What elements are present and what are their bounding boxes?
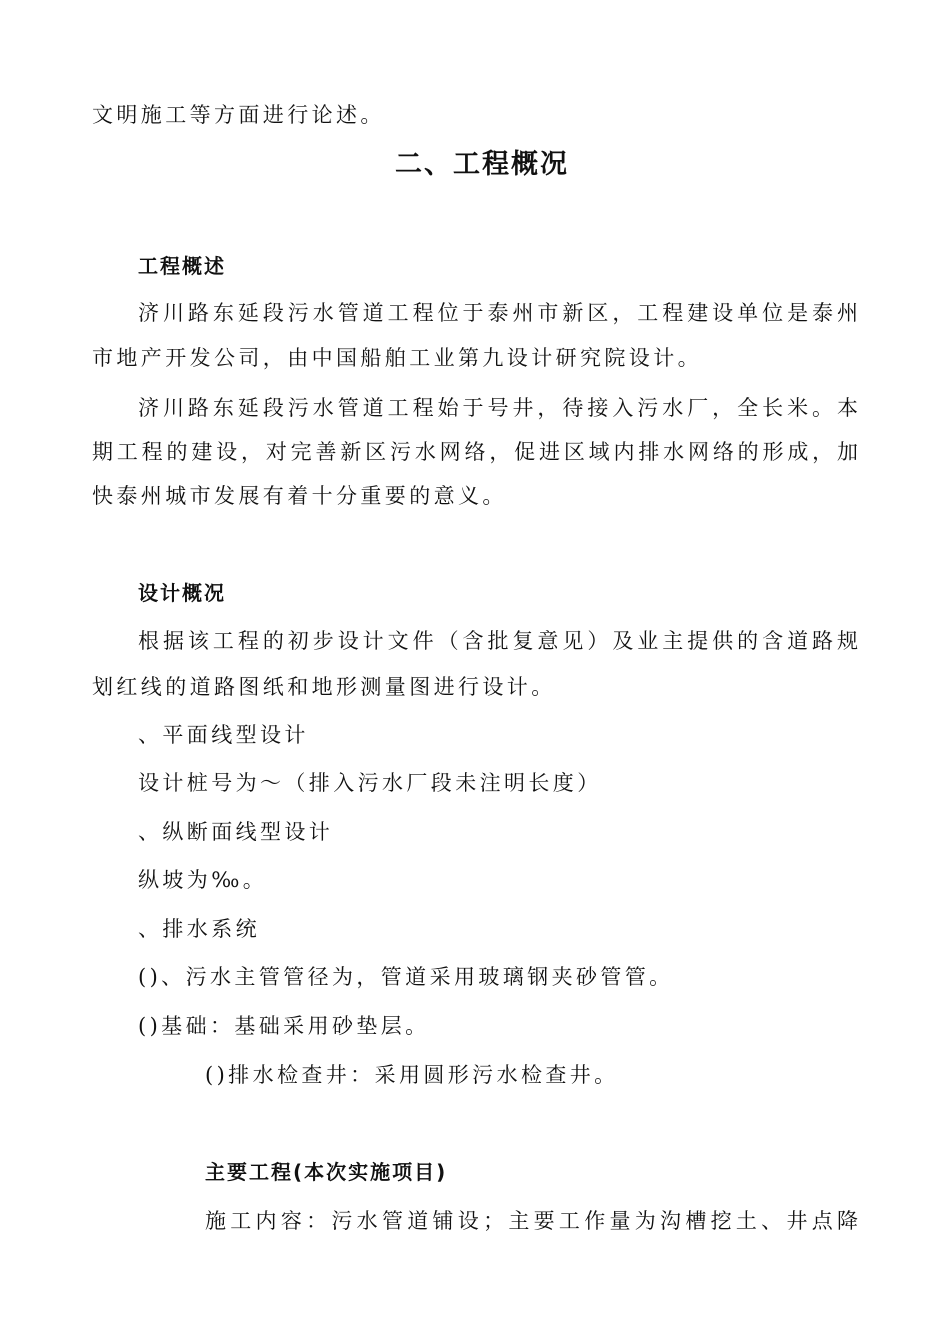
design-item-2-text: 纵坡为‰。 bbox=[138, 868, 268, 892]
design-heading: 设计概况 bbox=[138, 581, 226, 605]
overview-paragraph-1-line-1: 济川路东延段污水管道工程位于泰州市新区，工程建设单位是泰州 bbox=[138, 301, 858, 325]
design-paragraph-line-2: 划红线的道路图纸和地形测量图进行设计。 bbox=[92, 675, 556, 699]
design-item-3-title: 、排水系统 bbox=[138, 917, 260, 941]
overview-paragraph-2-line-1: 济川路东延段污水管道工程始于号井，待接入污水厂，全长米。本 bbox=[138, 396, 858, 420]
design-item-1-title: 、平面线型设计 bbox=[138, 723, 309, 747]
section-title: 二、工程概况 bbox=[395, 149, 569, 180]
design-item-3-sub-3: ()排水检查井：采用圆形污水检查井。 bbox=[205, 1063, 619, 1087]
design-paragraph-line-1: 根据该工程的初步设计文件（含批复意见）及业主提供的含道路规 bbox=[138, 629, 858, 653]
overview-paragraph-1-line-2: 市地产开发公司，由中国船舶工业第九设计研究院设计。 bbox=[92, 346, 702, 370]
design-item-2-title: 、纵断面线型设计 bbox=[138, 820, 334, 844]
design-item-1-text: 设计桩号为～（排入污水厂段未注明长度） bbox=[138, 771, 602, 795]
design-item-3-sub-1: ()、污水主管管径为，管道采用玻璃钢夹砂管管。 bbox=[138, 965, 674, 989]
main-works-paragraph-line-1: 施工内容：污水管道铺设；主要工作量为沟槽挖土、井点降 bbox=[205, 1209, 858, 1233]
overview-heading: 工程概述 bbox=[138, 254, 226, 278]
intro-tail-text: 文明施工等方面进行论述。 bbox=[92, 103, 385, 127]
main-works-heading: 主要工程(本次实施项目) bbox=[205, 1160, 448, 1184]
design-item-3-sub-2: ()基础：基础采用砂垫层。 bbox=[138, 1014, 430, 1038]
overview-paragraph-2-line-2: 期工程的建设，对完善新区污水网络，促进区域内排水网络的形成，加 bbox=[92, 440, 858, 464]
overview-paragraph-2-line-3: 快泰州城市发展有着十分重要的意义。 bbox=[92, 484, 507, 508]
